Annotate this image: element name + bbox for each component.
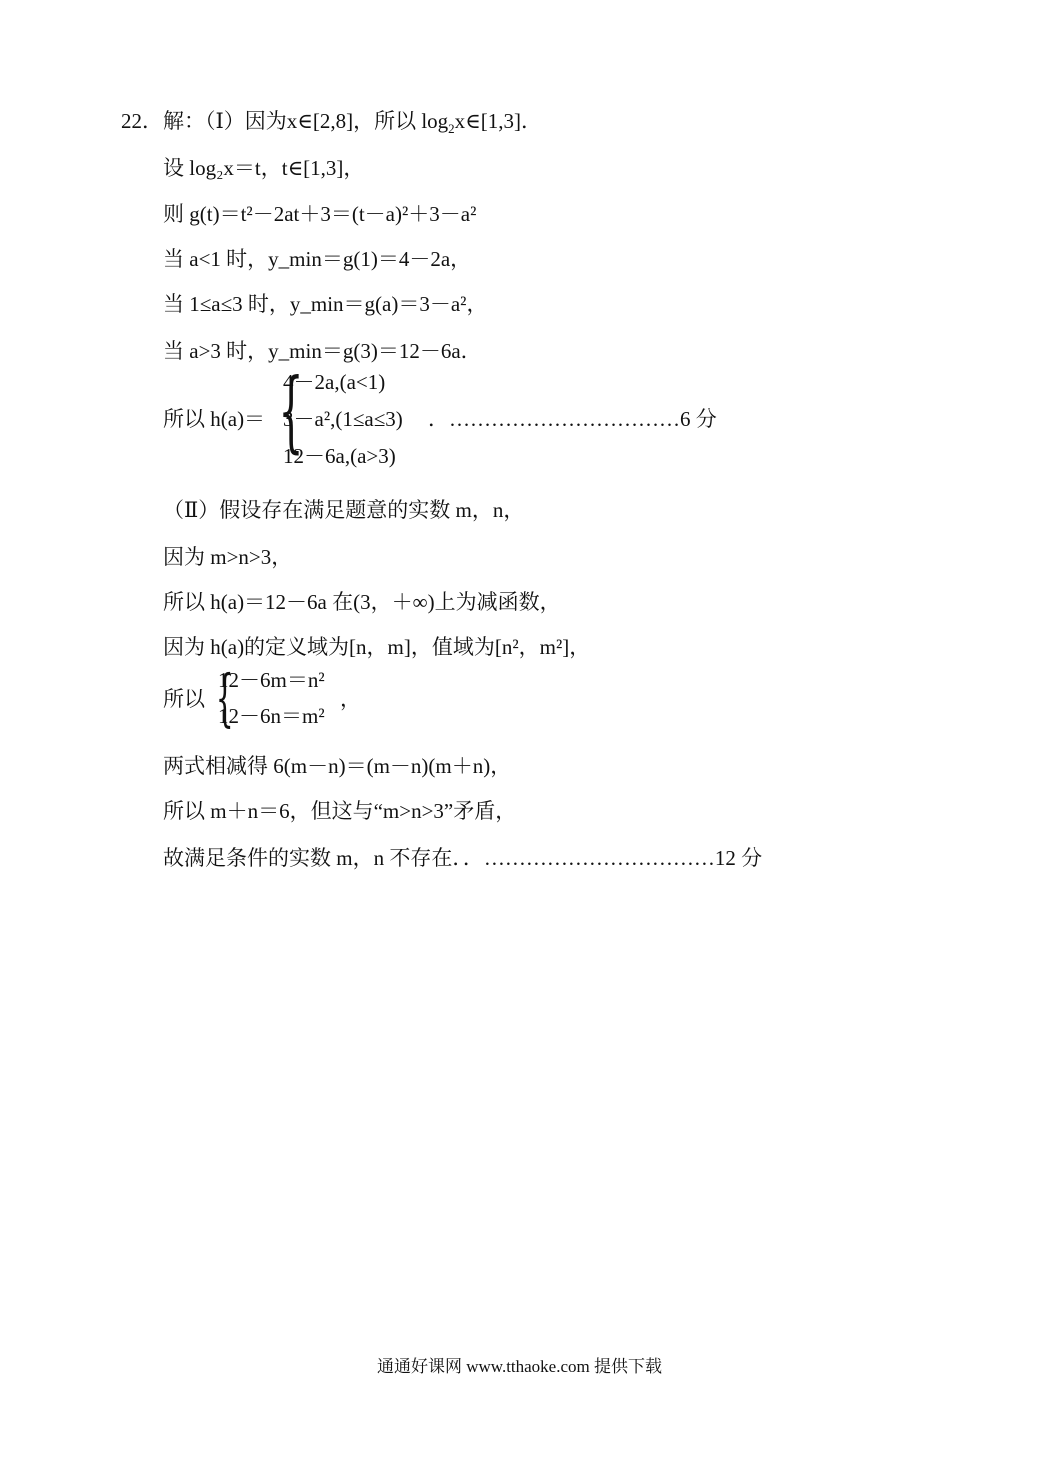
problem-number: 22．	[121, 109, 163, 133]
system-prefix: 所以	[163, 687, 205, 711]
line-subtract: 两式相减得 6(m－n)＝(m－n)(m＋n)，	[163, 754, 512, 778]
piecewise-case-1: 4－2a,(a<1)	[283, 370, 386, 394]
score-6: ．……………………………6 分	[428, 407, 717, 431]
problem-header: 22．解：（Ⅰ）因为x∈[2,8]，所以 $\log_2x\in[1,3]$．	[121, 109, 542, 137]
piecewise-case-3: 12－6a,(a>3)	[283, 444, 396, 468]
system-brace: {	[215, 661, 234, 734]
system-eq-1: 12－6m＝n²	[218, 668, 325, 692]
line-contradiction: 所以 m＋n＝6，但这与“m>n>3”矛盾，	[163, 799, 517, 823]
footer-credit: 通通好课网 www.tthaoke.com 提供下载	[376, 1357, 663, 1376]
line-domain-range: 因为 h(a)的定义域为[n，m]，值域为[n²，m²]，	[163, 635, 591, 659]
h-of-a-prefix: 所以 h(a)＝	[163, 407, 266, 431]
line-case-a-lt-1: 当 a<1 时，y_min＝g(1)＝4－2a，	[163, 247, 472, 271]
line-quadratic: 则 g(t)＝t²－2at＋3＝(t－a)²＋3－a²	[163, 202, 477, 226]
part1-intro: 解：（Ⅰ）因为	[163, 109, 287, 133]
line-conclusion: 故满足条件的实数 m，n 不存在．．……………………………12 分	[163, 846, 763, 870]
line-case-a-mid: 当 1≤a≤3 时，y_min＝g(a)＝3－a²，	[163, 292, 488, 316]
system-eq-2: 12－6n＝m²	[218, 704, 325, 728]
part2-intro: （Ⅱ）假设存在满足题意的实数 m，n，	[163, 498, 525, 522]
left-brace: {	[278, 359, 304, 462]
system-tail: ，	[340, 687, 361, 711]
part1-condition: x∈[2,8]，所以 log	[286, 109, 449, 133]
part1-range: x∈[1,3]．	[454, 109, 542, 133]
line-decreasing: 所以 h(a)＝12－6a 在(3，＋∞)上为减函数，	[163, 590, 561, 614]
line-substitution: 设 log₂x＝t，t∈[1,3]，	[163, 156, 365, 180]
line-m-gt-n: 因为 m>n>3，	[163, 545, 293, 569]
piecewise-case-2: 3－a²,(1≤a≤3)	[283, 407, 403, 431]
line-case-a-gt-3: 当 a>3 时，y_min＝g(3)＝12－6a．	[163, 339, 482, 363]
